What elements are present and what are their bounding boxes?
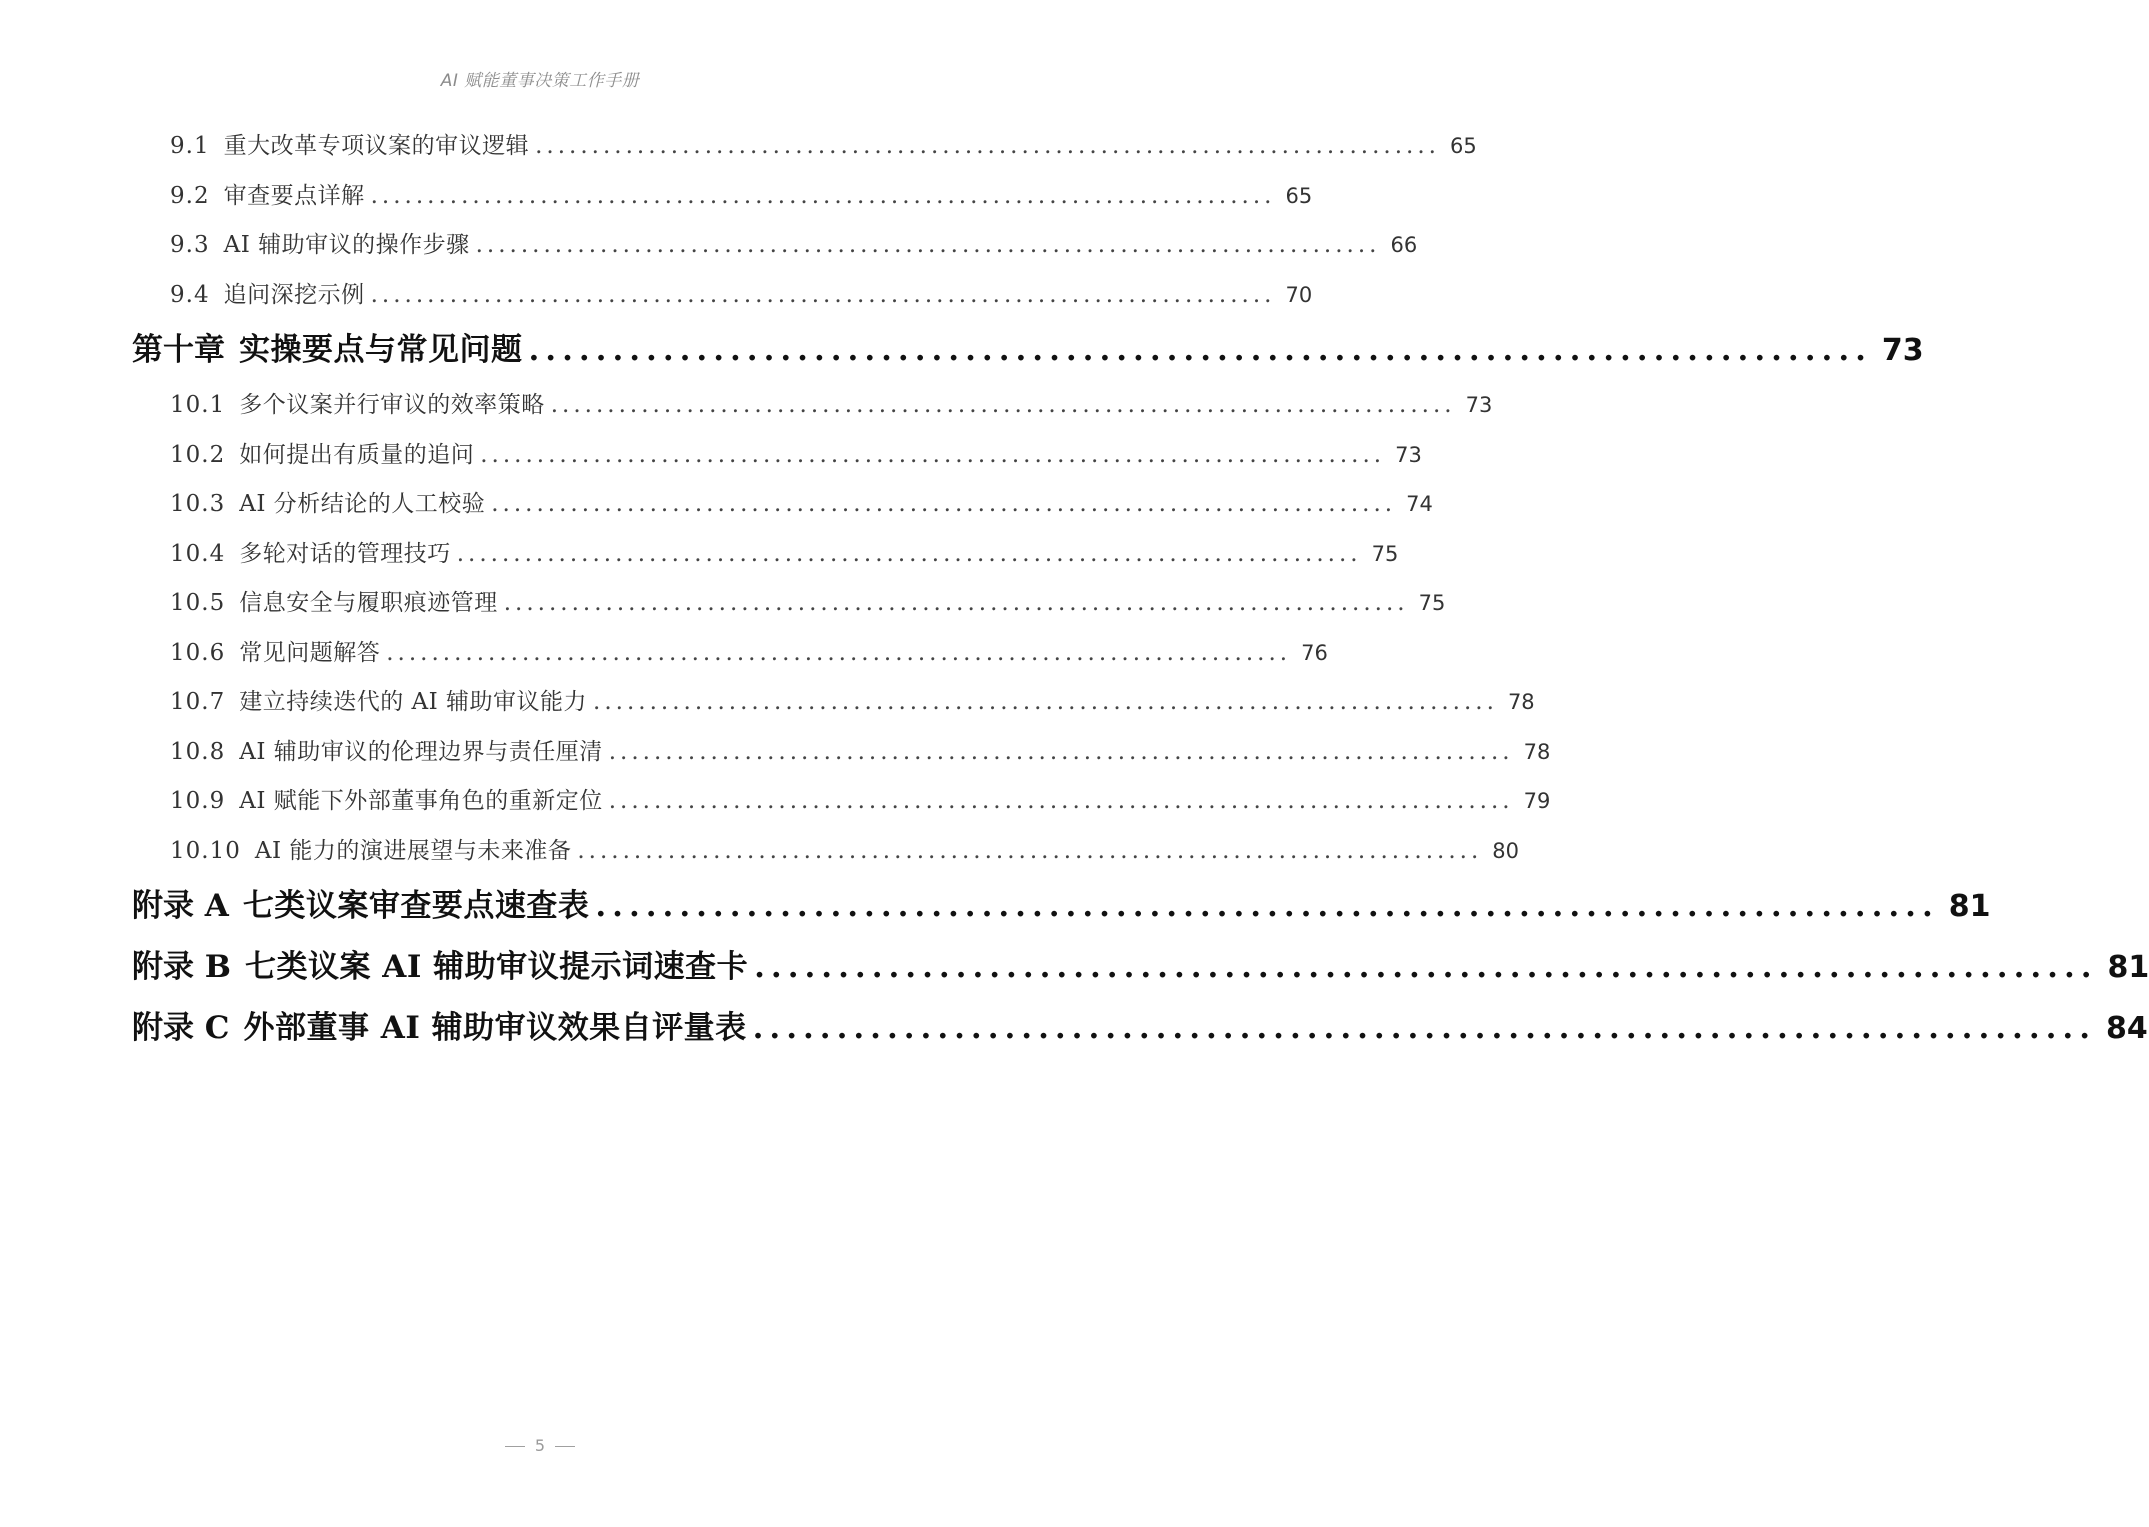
toc-chapter-title: 七类议案 AI 辅助审议提示词速查卡: [245, 949, 749, 985]
toc-chapter-title: 实操要点与常见问题: [239, 332, 523, 368]
toc-entry-page: 74: [1406, 492, 1433, 516]
toc-entry-number: 10.9: [170, 788, 226, 814]
dot-leader: ................................................................................: [370, 281, 1276, 308]
dot-leader: ................................................................................: [752, 1010, 2097, 1046]
toc-entry-title: 如何提出有质量的追问: [239, 441, 475, 468]
dot-leader: ................................................................................: [550, 392, 1456, 418]
toc-entry-number: 10.7: [170, 689, 226, 715]
toc-entry-page: 65: [1285, 183, 1313, 208]
footer-dash-right: [555, 1446, 575, 1447]
dot-leader: ................................................................................: [608, 738, 1514, 765]
toc-entry-9-4[interactable]: [0, 271, 1313, 321]
toc-entry-page: 65: [1449, 134, 1477, 158]
dot-leader: ................................................................................: [577, 837, 1483, 864]
toc-entry-9-1[interactable]: [0, 122, 1477, 172]
toc-entry-title: AI 分析结论的人工校验: [239, 491, 486, 517]
toc-entry-9-2[interactable]: [0, 172, 1313, 222]
toc-entry-title: 多轮对话的管理技巧: [239, 540, 451, 567]
dot-leader: ................................................................................: [491, 491, 1397, 517]
page-footer: [0, 1436, 1080, 1455]
toc-entry-page: 79: [1523, 789, 1551, 813]
toc-entry-title: 审查要点详解: [223, 182, 365, 209]
toc-entry-10-9[interactable]: [0, 777, 1551, 827]
toc-entry-number: 10.1: [170, 392, 226, 418]
toc-entry-number: 10.4: [170, 540, 226, 567]
toc-appendix-c[interactable]: [0, 998, 2148, 1059]
page-number: 5: [534, 1436, 546, 1455]
toc-chapter-number: 附录 C: [132, 1010, 230, 1046]
toc-entry-number: 10.2: [170, 441, 226, 468]
toc-entry-number: 9.2: [170, 182, 210, 209]
toc-entry-10-5[interactable]: [0, 579, 1446, 629]
toc-entry-title: 常见问题解答: [239, 639, 381, 666]
toc-chapter-number: 第十章: [132, 332, 225, 368]
toc-entry-title: 重大改革专项议案的审议逻辑: [223, 133, 530, 159]
dot-leader: ................................................................................: [386, 639, 1292, 666]
toc-entry-number: 10.10: [170, 837, 241, 864]
toc-entry-10-2[interactable]: [0, 431, 1422, 481]
toc-entry-10-1[interactable]: [0, 381, 1493, 431]
table-of-contents: [0, 122, 2149, 1059]
toc-entry-number: 9.1: [170, 133, 210, 159]
toc-chapter-page: 81: [2107, 950, 2149, 985]
toc-entry-page: 80: [1492, 838, 1519, 863]
dot-leader: ................................................................................: [754, 949, 2098, 985]
toc-entry-10-3[interactable]: [0, 480, 1433, 530]
toc-entry-title: AI 辅助审议的伦理边界与责任厘清: [239, 738, 603, 765]
toc-entry-page: 78: [1523, 739, 1551, 764]
running-header: AI 赋能董事决策工作手册: [440, 71, 640, 91]
dot-leader: ................................................................................: [528, 332, 1872, 368]
toc-chapter-page: 81: [1948, 889, 1991, 924]
toc-chapter-number: 附录 B: [132, 949, 231, 985]
dot-leader: ................................................................................: [456, 540, 1362, 567]
footer-dash-left: [505, 1446, 525, 1447]
toc-entry-title: 多个议案并行审议的效率策略: [239, 392, 545, 418]
toc-chapter-10[interactable]: [0, 320, 1924, 381]
dot-leader: ................................................................................: [593, 689, 1498, 715]
toc-entry-10-7[interactable]: [0, 678, 1535, 728]
toc-appendix-b[interactable]: [0, 937, 2149, 998]
toc-entry-number: 10.8: [170, 738, 226, 765]
toc-entry-title: 追问深挖示例: [223, 281, 365, 308]
toc-entry-10-6[interactable]: [0, 629, 1328, 679]
dot-leader: ................................................................................: [595, 888, 1939, 924]
toc-entry-number: 10.6: [170, 639, 226, 666]
dot-leader: ................................................................................: [475, 232, 1381, 258]
toc-appendix-a[interactable]: [0, 876, 1991, 937]
toc-entry-title: 信息安全与履职痕迹管理: [239, 590, 498, 616]
toc-chapter-number: 附录 A: [132, 888, 229, 924]
toc-entry-number: 9.3: [170, 232, 210, 258]
toc-entry-page: 66: [1390, 233, 1418, 257]
toc-entry-number: 9.4: [170, 281, 210, 308]
toc-entry-page: 76: [1301, 640, 1328, 665]
toc-entry-9-3[interactable]: [0, 221, 1418, 271]
toc-entry-number: 10.3: [170, 491, 226, 517]
dot-leader: ................................................................................: [608, 788, 1514, 814]
toc-entry-title: AI 能力的演进展望与未来准备: [254, 837, 572, 864]
toc-chapter-title: 七类议案审查要点速查表: [242, 888, 590, 924]
toc-chapter-page: 73: [1881, 333, 1924, 368]
toc-entry-10-10[interactable]: [0, 827, 1519, 877]
dot-leader: ................................................................................: [503, 590, 1409, 616]
toc-entry-title: 建立持续迭代的 AI 辅助审议能力: [239, 689, 588, 715]
toc-chapter-title: 外部董事 AI 辅助审议效果自评量表: [243, 1010, 747, 1046]
toc-entry-title: AI 辅助审议的操作步骤: [223, 232, 470, 258]
dot-leader: ................................................................................: [480, 441, 1386, 468]
toc-entry-page: 73: [1465, 393, 1493, 417]
toc-entry-10-8[interactable]: [0, 728, 1551, 778]
toc-entry-page: 73: [1395, 442, 1422, 467]
toc-entry-page: 78: [1507, 690, 1535, 714]
toc-entry-10-4[interactable]: [0, 530, 1399, 580]
toc-chapter-page: 84: [2106, 1011, 2148, 1046]
dot-leader: ................................................................................: [370, 182, 1276, 209]
dot-leader: ................................................................................: [535, 133, 1440, 159]
toc-entry-title: AI 赋能下外部董事角色的重新定位: [239, 788, 603, 814]
toc-entry-number: 10.5: [170, 590, 226, 616]
toc-entry-page: 75: [1371, 541, 1399, 566]
toc-entry-page: 70: [1285, 282, 1313, 307]
toc-entry-page: 75: [1418, 591, 1446, 615]
